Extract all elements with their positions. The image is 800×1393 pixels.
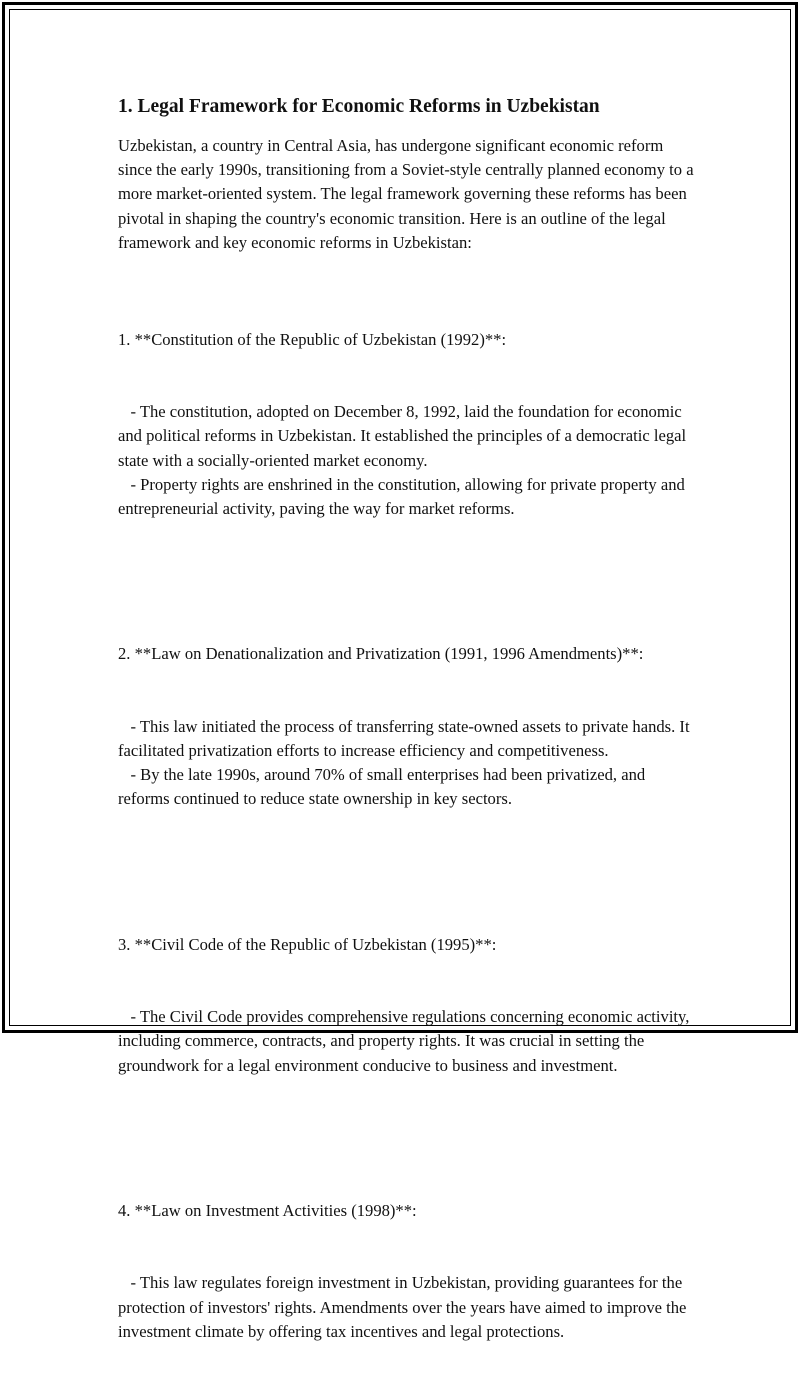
document-title: 1. Legal Framework for Economic Reforms in Uzbekistan	[118, 96, 600, 117]
section-body: - This law initiated the process of transferring state-owned assets to private hands. It facilitated privatization efforts to increase efficiency and competitiveness. - By the late 1990s, around 70% of small enterprises had been privatized, and reforms continued to reduce state ownership in key sectors.	[118, 716, 690, 809]
section-2	[118, 594, 698, 860]
section-4	[118, 1150, 698, 1392]
section-heading: 1. **Constitution of the Republic of Uzbekistan (1992)**:	[118, 329, 507, 349]
section-1	[118, 279, 698, 569]
section-heading: 3. **Civil Code of the Republic of Uzbekistan (1995)**:	[118, 934, 497, 954]
intro-paragraph: Uzbekistan, a country in Central Asia, has undergone significant economic reform since the early 1990s, transitioning from a Soviet-style centrally planned economy to a more market-oriented system. The legal framework governing these reforms has been pivotal in shaping the country's economic transition. Here is an outline of the legal framework and key economic reforms in Uzbekistan:	[118, 136, 698, 252]
document-page	[118, 94, 698, 1393]
section-heading: 4. **Law on Investment Activities (1998)**:	[118, 1200, 417, 1220]
section-body: - The constitution, adopted on December 8, 1992, laid the foundation for economic and political reforms in Uzbekistan. It established the principles of a democratic legal state with a socially-oriented market economy. - Property rights are enshrined in the constitution, allowing for private property and entrepreneurial activity, paving the way for market reforms.	[118, 402, 687, 519]
section-heading: 2. **Law on Denationalization and Privatization (1991, 1996 Amendments)**:	[118, 644, 644, 664]
section-body: - The Civil Code provides comprehensive regulations concerning economic activity, including commerce, contracts, and property rights. It was crucial in setting the groundwork for a legal environment conducive to business and investment.	[118, 1007, 694, 1075]
section-body: - This law regulates foreign investment in Uzbekistan, providing guarantees for the protection of investors' rights. Amendments over the years have aimed to improve the investment climate by offering tax incentives and legal protections.	[118, 1273, 691, 1341]
section-3	[118, 884, 698, 1126]
